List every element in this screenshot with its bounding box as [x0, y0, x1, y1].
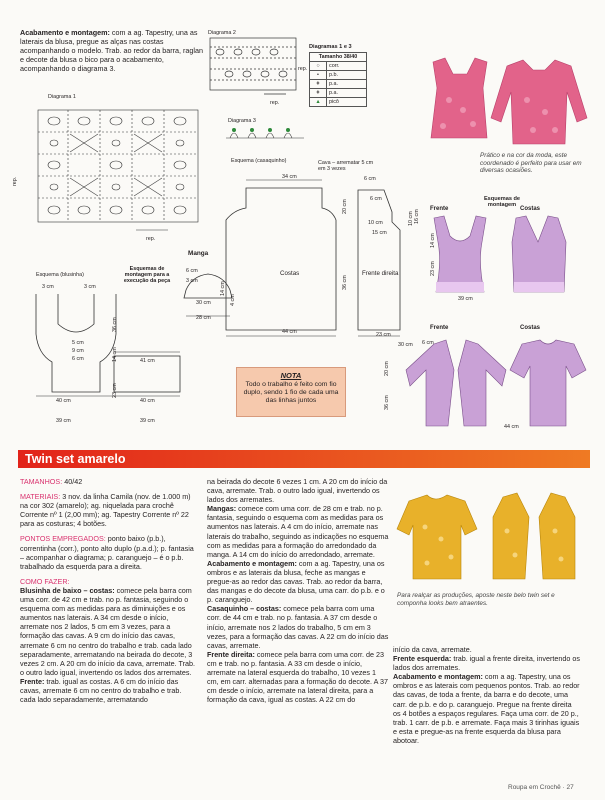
intro-paragraph — [20, 28, 206, 73]
costas-label: Costas — [280, 270, 300, 277]
montagem-right-label: Esquemas de montagem — [483, 196, 521, 208]
frente-direita-title: Frente direita: — [207, 649, 255, 659]
dim-3-manga: 3 cm — [186, 278, 198, 284]
manga-label: Manga — [188, 250, 209, 257]
dim-6-top: 6 cm — [364, 176, 376, 182]
dim-16-right: 16 cm — [414, 209, 420, 224]
diagram-3-label: Diagrama 3 — [228, 118, 256, 124]
blusinha-text: comece pela barra com uma corr. de 42 cm e trab. no p. fantasia, seguindo o esquema com as medidas para as diminuições e os aumentos nas laterais. A 34 cm desde o início, arremate nos 2 lados, 5 cm em 3 vezes, para a formação das cavas. A 9 cm do início das cavas, arremate 6 cm no centro do trabalho e trab. cada lado separadamente, arrematando na beirada do decote, 3 vezes 2 cm. A 20 cm do início da cava, arremate. Trab. o outro lado igual, invertendo os lados dos arremates. — [20, 585, 195, 677]
top-photo-caption: Prático e na cor da moda, este coordenado é perfeito para usar em diversas ocasiões. — [480, 152, 582, 175]
dim-28-manga: 28 cm — [196, 315, 211, 321]
dim-15: 15 cm — [372, 230, 387, 236]
legend-label-picot: picô — [327, 98, 367, 107]
diagram-2-rep-right: rep. — [298, 66, 308, 72]
diagram-1-label: Diagrama 1 — [48, 94, 76, 100]
frente-label-top: Frente — [430, 206, 449, 212]
dim-3-blusa-b: 3 cm — [84, 284, 96, 290]
cava-note: Cava – arrematar 5 cm em 3 vezes — [318, 160, 374, 172]
frente-text: trab. igual as costas. A 6 cm do início das cavas, arremate 6 cm no centro do trabalho e trab. cada lado separadamente, arrematando — [20, 676, 182, 705]
yellow-photo-caption: Para realçar as produções, aposte neste belo twin set e componha looks bem atraentes. — [397, 592, 555, 607]
costas-label-bottom: Costas — [520, 325, 541, 331]
dim-30-right: 30 cm — [398, 342, 413, 348]
intro-text: com a ag. Tapestry, una as laterais da blusa, pregue as alças nas costas acompanhando o modelo. Trab. ao redor da barra, raglan e decote da blusa o bico para o acabamento, acompanhando o diagrama 3. — [20, 28, 203, 74]
frente-direita-text: comece pela barra com uma corr. de 23 cm e trab. no p. fantasia. A 33 cm desde o início, arremate na lateral esquerda do trabalho, 10 vezes 1 cm, em carr. alternadas para a formação do decote. A 37 cm desde o início, arremate na lateral direita, para a formação da cava, igual as costas. A 22 cm do — [207, 649, 388, 705]
dim-30-manga: 30 cm — [196, 300, 211, 306]
frente-esquerda-text: trab. igual a frente direita, invertendo os lados dos arremates. — [393, 654, 580, 673]
pink-tops-photo — [415, 40, 595, 155]
stitch-legend — [309, 44, 367, 107]
materiais-text: 3 nov. da linha Camila (nov. de 1.000 m) na cor 302 (amarelo); ag. niquelada para crochê Corrente nº 1 (2,00 mm); ag. Tapestry Corrente nº 22 para as costuras; 4 botões. — [20, 492, 191, 529]
dim-20-right: 20 cm — [384, 361, 390, 376]
nota-title: NOTA — [280, 371, 302, 380]
diagram-1-rep-bottom: rep. — [146, 236, 156, 242]
blusinha-title: Blusinha de baixo – costas: — [20, 585, 115, 595]
materiais-label: MATERIAIS: — [20, 492, 61, 502]
frente-label-bottom: Frente — [430, 325, 449, 331]
dim-14-manga: 14 cm — [220, 281, 226, 296]
top-garment-figures — [420, 212, 590, 312]
dim-44: 44 cm — [282, 329, 297, 335]
montagem-peca-label: Esquemas de montagem para a execução da peça — [123, 266, 171, 284]
intro-title: Acabamento e montagem: — [20, 28, 110, 37]
legend-symbol-dc: ǂ — [310, 80, 327, 89]
casaquinho-text: comece pela barra com uma corr. de 44 cm e trab. no p. fantasia. A 37 cm desde o início, arremate nos 2 lados do trabalho, 5 cm em 3 vezes, para a formação das cavas. A 22 cm do início das cavas, arremate. — [207, 604, 389, 650]
col3-continuation: início da cava, arremate. — [393, 645, 472, 654]
dim-23-blusa: 23 cm — [112, 383, 118, 398]
dim-40-blusa-b: 40 cm — [140, 398, 155, 404]
column-3 — [393, 645, 581, 745]
tamanhos-value: 40/42 — [62, 477, 83, 486]
dim-6-blusa: 6 cm — [72, 356, 84, 362]
acabamento-final-text: com a ag. Tapestry, una os ombros e as laterais com pequenos pontos. Trab. ao redor das cavas, de toda a frente, da barra e do decote, uma carr. de p.b. e do p. caranguejo. Pregue na frente direita os 4 botões a espaços regulares. Faça uma corr. de 20 p., trab. 1 carr. de p.b. e arremate. Faça mais 3 tirinhas iguais e esta e pregue-as na frente esquerda da blusa para abotoar. — [393, 672, 580, 745]
section-banner — [18, 450, 590, 468]
dim-39-right: 39 cm — [458, 296, 473, 302]
col2-continuation: na beirada do decote 6 vezes 1 cm. A 20 cm do início da cava, arremate. Trab. o outro lado igual, invertendo os lados dos arremates. — [207, 477, 388, 505]
dim-3-blusa-a: 3 cm — [42, 284, 54, 290]
frente-title: Frente: — [20, 676, 45, 686]
yellow-twin-set-photo — [395, 487, 595, 587]
pontos-text: ponto baixo (p.b.), correntinha (corr.), ponto alto duplo (p.a.d.); p. fantasia – acompanhar o diagrama; p. caranguejo – é o p.b. trabalhado da esquerda para a direita. — [20, 534, 194, 571]
mangas-text: comece com uma corr. de 28 cm e trab. no p. fantasia, seguindo o esquema com as medidas para os aumentos nas laterais. A 4 cm do início, arremate nas laterais do trabalho, seguindo as indicações no esquema com as medidas para a formação do arredondado da manga. A 14 cm do início do arredondado, arremate. — [207, 504, 389, 559]
tamanhos-label: TAMANHOS: — [20, 477, 63, 486]
pontos-label: PONTOS EMPREGADOS: — [20, 534, 106, 544]
dim-39-blusa-b: 39 cm — [140, 418, 155, 424]
legend-title: Diagramas 1 e 3 — [309, 44, 352, 50]
dim-36-right: 36 cm — [384, 395, 390, 410]
frente-direita-label: Frente direita — [362, 270, 399, 277]
acabamento-title: Acabamento e montagem: — [207, 558, 297, 568]
dim-20: 20 cm — [342, 199, 348, 214]
como-fazer-label: COMO FAZER: — [20, 576, 70, 586]
page-footer: Roupa em Crochê · 27 — [508, 784, 574, 791]
diagram-1-rep-left: rep. — [12, 176, 18, 186]
dim-23: 23 cm — [376, 332, 391, 338]
diagram-2 — [208, 36, 298, 106]
dim-6-right: 6 cm — [422, 340, 434, 346]
dim-4-manga: 4 cm — [230, 294, 236, 306]
dim-36-casaco: 36 cm — [342, 275, 348, 290]
diagram-1 — [28, 102, 208, 232]
legend-label-chain: corr. — [327, 62, 367, 71]
dim-44-right: 44 cm — [504, 424, 519, 430]
dim-5-blusa: 5 cm — [72, 340, 84, 346]
legend-symbol-dc2: ǂ — [310, 89, 327, 98]
dim-6-mid: 6 cm — [370, 196, 382, 202]
dim-34: 34 cm — [282, 174, 297, 180]
dim-36-blusa: 36 cm — [112, 317, 118, 332]
legend-label-sc: p.b. — [327, 71, 367, 80]
legend-label-dc: p.a. — [327, 80, 367, 89]
diagram-3 — [226, 126, 306, 142]
casaquinho-title: Casaquinho – costas: — [207, 604, 282, 614]
dim-41-blusa: 41 cm — [140, 358, 155, 364]
blusinha-scheme — [22, 284, 192, 414]
frente-esquerda-title: Frente esquerda: — [393, 654, 452, 664]
dim-10-side: 10 cm — [408, 211, 414, 226]
column-2 — [207, 477, 389, 704]
dim-14-blusa: 14 cm — [112, 347, 118, 362]
dim-40-blusa: 40 cm — [56, 398, 71, 404]
casaquinho-scheme-title: Esquema (casaquinho) — [231, 158, 287, 164]
dim-6-manga: 6 cm — [186, 268, 198, 274]
dim-23-right: 23 cm — [430, 261, 436, 276]
dim-10: 10 cm — [368, 220, 383, 226]
acabamento-final-title: Acabamento e montagem: — [393, 672, 483, 682]
nota-box — [236, 367, 346, 417]
column-1 — [20, 477, 198, 704]
legend-size: Tamanho 38/40 — [310, 53, 367, 62]
mangas-title: Mangas: — [207, 504, 237, 514]
dim-9-blusa: 9 cm — [72, 348, 84, 354]
legend-symbol-chain: ○ — [310, 62, 327, 71]
acabamento-text: com a ag. Tapestry, una os ombros e as laterais da blusa, feche as mangas e pregue-as ao redor das cavas. Trab. ao redor da barra, das mangas e do decote da blusa, uma carr. do p.b. e o p. caranguejo. — [207, 558, 385, 605]
diagram-2-rep-bottom: rep. — [270, 100, 280, 106]
nota-text: Todo o trabalho é feito com fio duplo, sendo 1 fio de cada uma das linhas juntos — [243, 381, 339, 404]
blusinha-scheme-title: Esquema (blusinha) — [36, 272, 84, 278]
legend-symbol-picot: ▲ — [310, 98, 327, 107]
section-title: Twin set amarelo — [25, 452, 126, 466]
costas-label-top: Costas — [520, 206, 541, 212]
legend-label-dc2: p.a. — [327, 89, 367, 98]
dim-14-right: 14 cm — [430, 233, 436, 248]
dim-39-blusa: 39 cm — [56, 418, 71, 424]
diagram-2-label: Diagrama 2 — [208, 30, 236, 36]
legend-symbol-sc: • — [310, 71, 327, 80]
